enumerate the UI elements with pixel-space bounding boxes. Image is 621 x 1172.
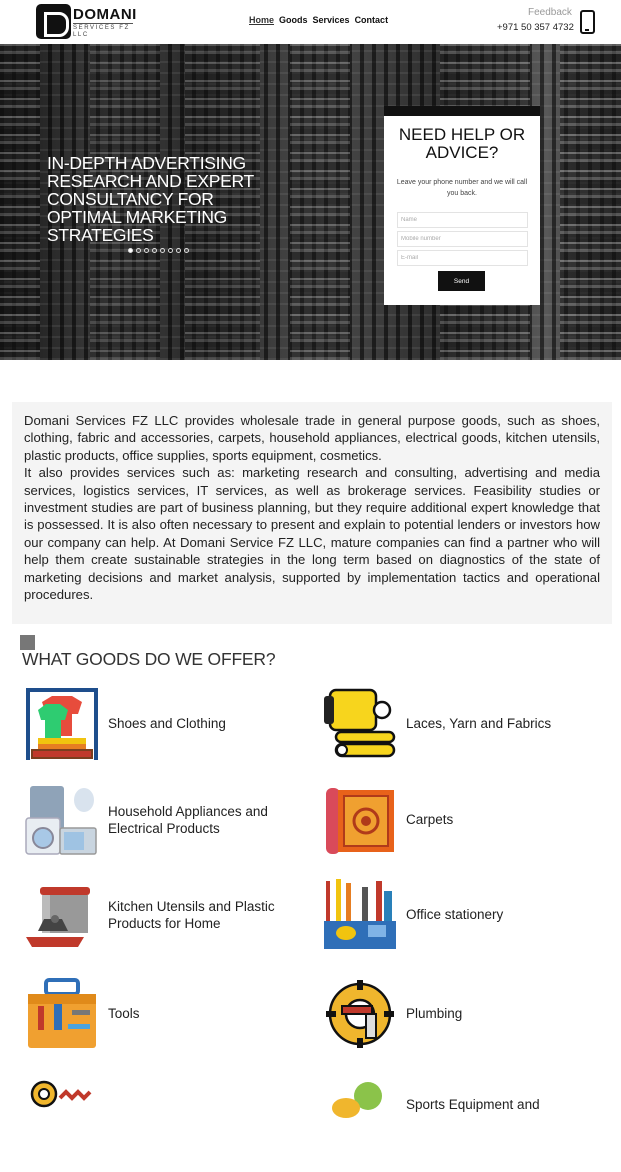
slider-dot[interactable] bbox=[136, 248, 141, 253]
help-form-subtitle: Leave your phone number and we will call you back. bbox=[396, 179, 528, 197]
nav-home[interactable]: Home bbox=[249, 15, 275, 25]
server-rack-image bbox=[290, 44, 350, 360]
logo-subtitle: SERVICES FZ LLC bbox=[73, 23, 133, 39]
about-paragraph-2: It also provides services such as: marketing research and consulting, advertising and media services, logistics services, IT services, as well as brokerage services. Feasibility studies or investment studies are part of business planning, but they require additional expert knowledge that is possessed. It is also often necessary to present and explain to potential lenders or investors how our company can help. At Domani Service FZ LLC, mature companies can find a partner who will help them create sustainable strategies in the long term based on diagnostics of the state of marketing decisions and market analysis, supported by implementation tactics and operational procedures. bbox=[24, 465, 600, 603]
site-header bbox=[0, 0, 621, 44]
clothing-rack-icon bbox=[24, 686, 100, 762]
goods-item-label: Household Appliances and Electrical Products bbox=[108, 803, 268, 836]
mobile-number-input[interactable] bbox=[397, 231, 528, 247]
help-form-title: NEED HELP OR ADVICE? bbox=[398, 125, 526, 162]
about-section bbox=[12, 402, 612, 624]
goods-item-label: Shoes and Clothing bbox=[108, 716, 226, 732]
send-button[interactable]: Send bbox=[438, 271, 485, 291]
goods-item-label: Kitchen Utensils and Plastic Products for Home bbox=[108, 898, 275, 931]
slider-dot[interactable] bbox=[176, 248, 181, 253]
goods-item-label: Plumbing bbox=[406, 1006, 463, 1022]
slider-dot[interactable] bbox=[152, 248, 157, 253]
about-paragraph-1: Domani Services FZ LLC provides wholesale trade in general purpose goods, such as shoes, clothing, fabric and accessories, carpets, household appliances, electrical goods, kitchen utensils, plastic products, office supplies, sports equipment, cosmetics. bbox=[24, 413, 600, 463]
name-input[interactable] bbox=[397, 212, 528, 228]
hero-banner bbox=[0, 44, 621, 360]
nav-goods[interactable]: Goods bbox=[279, 15, 308, 25]
section-marker bbox=[20, 635, 35, 650]
logo-mark-icon bbox=[36, 4, 71, 39]
goods-section-title: WHAT GOODS DO WE OFFER? bbox=[22, 649, 276, 669]
cooking-pot-icon bbox=[24, 877, 100, 953]
goods-item-label: Laces, Yarn and Fabrics bbox=[406, 716, 552, 732]
toolbox-icon bbox=[24, 976, 100, 1052]
slider-dot[interactable] bbox=[128, 248, 133, 253]
plumbing-gear-icon bbox=[322, 976, 398, 1052]
help-form-card bbox=[384, 106, 540, 305]
slider-dot[interactable] bbox=[184, 248, 189, 253]
goods-item-label: Carpets bbox=[406, 812, 454, 828]
goods-item-label bbox=[108, 1076, 298, 1152]
slider-dot[interactable] bbox=[144, 248, 149, 253]
slider-dot[interactable] bbox=[168, 248, 173, 253]
goods-item-label: Sports Equipment and bbox=[406, 1097, 540, 1112]
nav-contact[interactable]: Contact bbox=[354, 15, 389, 25]
email-input[interactable] bbox=[397, 250, 528, 266]
sports-ball-icon bbox=[322, 1076, 398, 1152]
server-rack-image bbox=[0, 44, 40, 360]
feedback-link[interactable]: Feedback bbox=[528, 7, 572, 18]
logo-name: DOMANI bbox=[73, 6, 137, 23]
gear-spring-icon bbox=[24, 1076, 100, 1152]
slider-dots bbox=[128, 248, 189, 253]
phone-number[interactable]: +971 50 357 4732 bbox=[497, 22, 574, 33]
appliances-icon bbox=[24, 782, 100, 858]
carpet-icon bbox=[322, 782, 398, 858]
stationery-icon bbox=[322, 877, 398, 953]
main-nav bbox=[249, 15, 388, 25]
goods-item-label: Office stationery bbox=[406, 907, 504, 923]
fabric-rolls-icon bbox=[322, 686, 398, 762]
company-logo[interactable] bbox=[36, 4, 136, 40]
server-rack-image bbox=[560, 44, 621, 360]
goods-item-label: Tools bbox=[108, 1006, 140, 1022]
mobile-phone-icon[interactable] bbox=[580, 10, 595, 34]
slider-dot[interactable] bbox=[160, 248, 165, 253]
hero-title: IN-DEPTH ADVERTISING RESEARCH AND EXPERT CONSULTANCY FOR OPTIMAL MARKETING STRATEGIES bbox=[47, 153, 254, 245]
nav-services[interactable]: Services bbox=[312, 15, 350, 25]
